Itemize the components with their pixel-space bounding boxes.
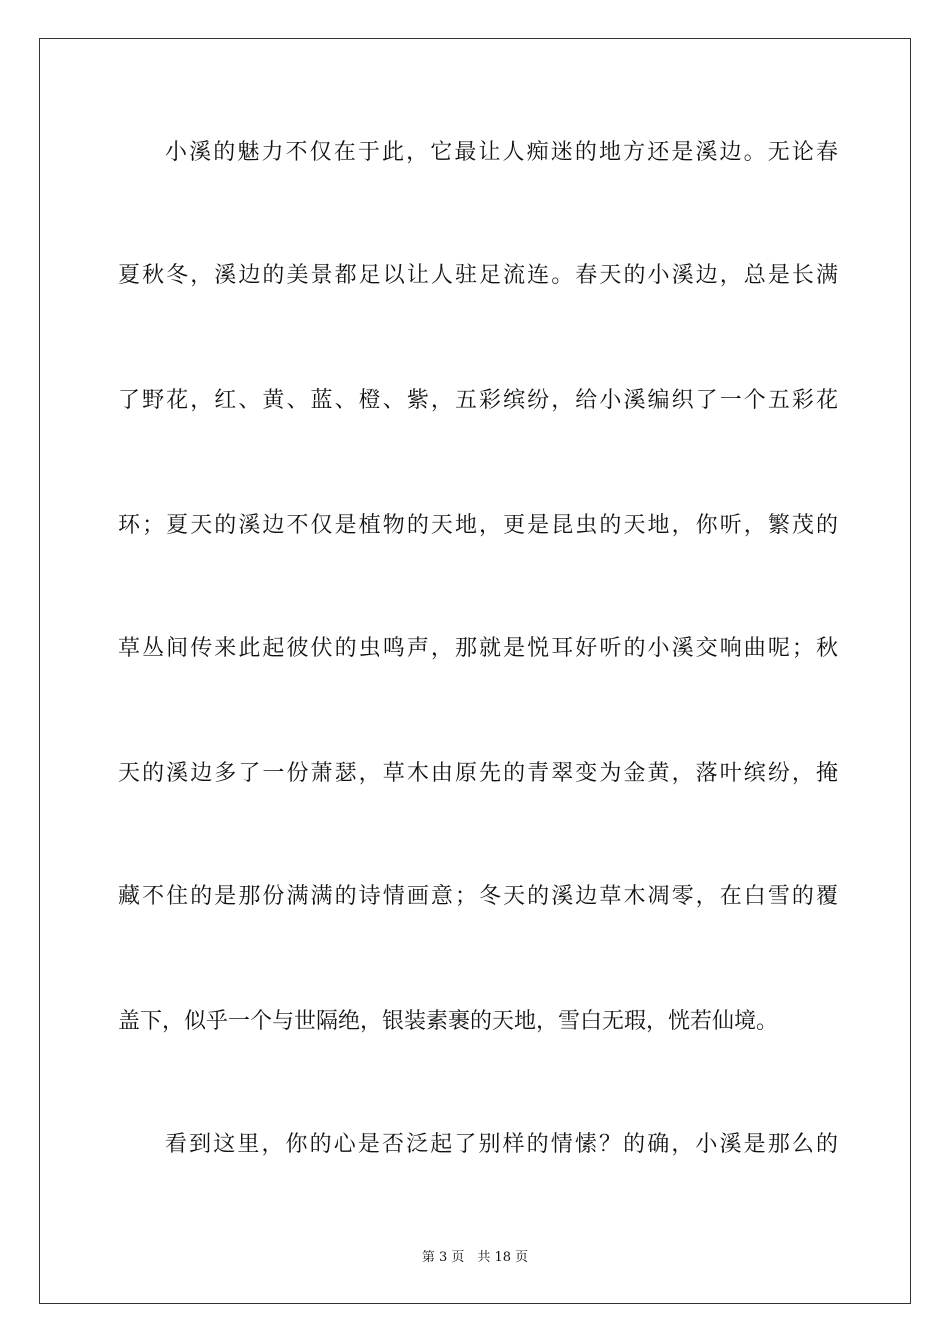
page-frame xyxy=(39,38,911,1304)
page-number-footer: 第 3 页 共 18 页 xyxy=(421,1250,529,1265)
paragraph-line-6: 天的溪边多了一份萧瑟，草木由原先的青翠变为金黄，落叶缤纷，掩 xyxy=(118,761,838,786)
paragraph-line-1: 小溪的魅力不仅在于此，它最让人痴迷的地方还是溪边。无论春 xyxy=(165,140,838,165)
paragraph-line-3: 了野花，红、黄、蓝、橙、紫，五彩缤纷，给小溪编织了一个五彩花 xyxy=(118,388,838,413)
paragraph-line-5: 草丛间传来此起彼伏的虫鸣声，那就是悦耳好听的小溪交响曲呢；秋 xyxy=(118,636,838,661)
paragraph-line-7: 藏不住的是那份满满的诗情画意；冬天的溪边草木凋零，在白雪的覆 xyxy=(118,884,838,909)
paragraph-line-4: 环；夏天的溪边不仅是植物的天地，更是昆虫的天地，你听，繁茂的 xyxy=(118,513,838,538)
paragraph-line-9: 看到这里，你的心是否泛起了别样的情愫？的确，小溪是那么的 xyxy=(165,1132,838,1157)
paragraph-line-8: 盖下，似乎一个与世隔绝，银装素裹的天地，雪白无瑕，恍若仙境。 xyxy=(118,1009,779,1034)
paragraph-line-2: 夏秋冬，溪边的美景都足以让人驻足流连。春天的小溪边，总是长满 xyxy=(118,263,838,288)
